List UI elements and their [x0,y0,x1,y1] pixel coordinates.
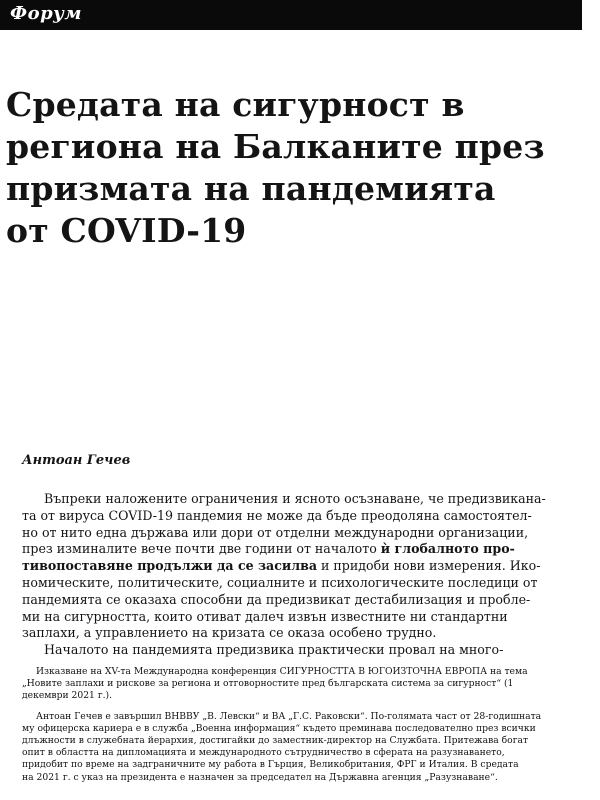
footnote-line: Изказване на XV-та Международна конференция СИГУРНОСТТА В ЮГОИЗТОЧНА ЕВРОПА на тема [36,666,528,677]
body-line: но от нито една държава или дори от отделни международни организации, [22,524,529,540]
title-line: от COVID-19 [6,211,247,250]
footnote-line: декември 2021 г.). [22,690,113,702]
footnote-line: на 2021 г. с указ на президента е назначен за председател на Държавна агенция „Разузнаване“. [22,771,498,783]
footnote-line: придобит по време на задграничните му работа в Гърция, Великобритания, ФРГ и Италия. В средата [22,759,519,771]
article-title [6,84,581,252]
section-label: Форум [10,3,83,24]
body-text-run: и придоби нови измерения. Ико- [317,558,541,574]
body-line [22,558,580,575]
section-header-bar [0,0,582,30]
body-line: Началото на пандемията предизвика практически провал на много- [44,642,504,658]
footnote-gap [22,703,580,711]
author-name: Антоан Гечев [22,453,131,468]
footnote-line: „Новите заплахи и рискове за региона и отговорностите пред българската система за сигурност“ (1 [22,678,514,690]
body-line: номическите, политическите, социалните и психологическите последици от [22,574,538,590]
body-line: ми на сигурността, които отиват далеч извън известните ни стандартни [22,608,508,624]
footnote-line: му офицерска кариера е в служба „Военна информация“ където преминава последователно през всички [22,722,536,734]
footnote-line: опит в областта на дипломацията и международното сътрудничество в сферата на разузнаването, [22,747,505,759]
body-line: заплахи, а управлението на кризата се оказа особено трудно. [22,625,437,641]
body-line [22,541,580,558]
footnote-line: длъжности в служебната йерархия, достигайки до заместник-директор на Службата. Притежава богат [22,735,529,747]
body-bold-run: ѝ глобалното про- [380,541,515,557]
body-text-run: през изминалите вече почти две години от началото [22,541,381,557]
body-line: пандемията се оказаха способни да предизвикат дестабилизация и пробле- [22,591,531,607]
title-line: региона на Балканите през [6,127,545,166]
footnotes [22,666,580,784]
body-line: та от вируса COVID-19 пандемия не може да бъде преодоляна самостоятел- [22,507,532,523]
body-bold-run: тивопоставяне продължи да се засилва [22,558,318,574]
title-line: Средата на сигурност в [6,85,465,124]
body-line: Въпреки наложените ограничения и ясното осъзнаване, че предизвикана- [44,491,546,506]
title-line: призмата на пандемията [6,169,496,208]
article-body [22,491,580,659]
footnote-line: Антоан Гечев е завършил ВНВВУ „В. Левски“ и ВА „Г.С. Раковски“. По-голямата част от 28-годишната [36,710,542,722]
